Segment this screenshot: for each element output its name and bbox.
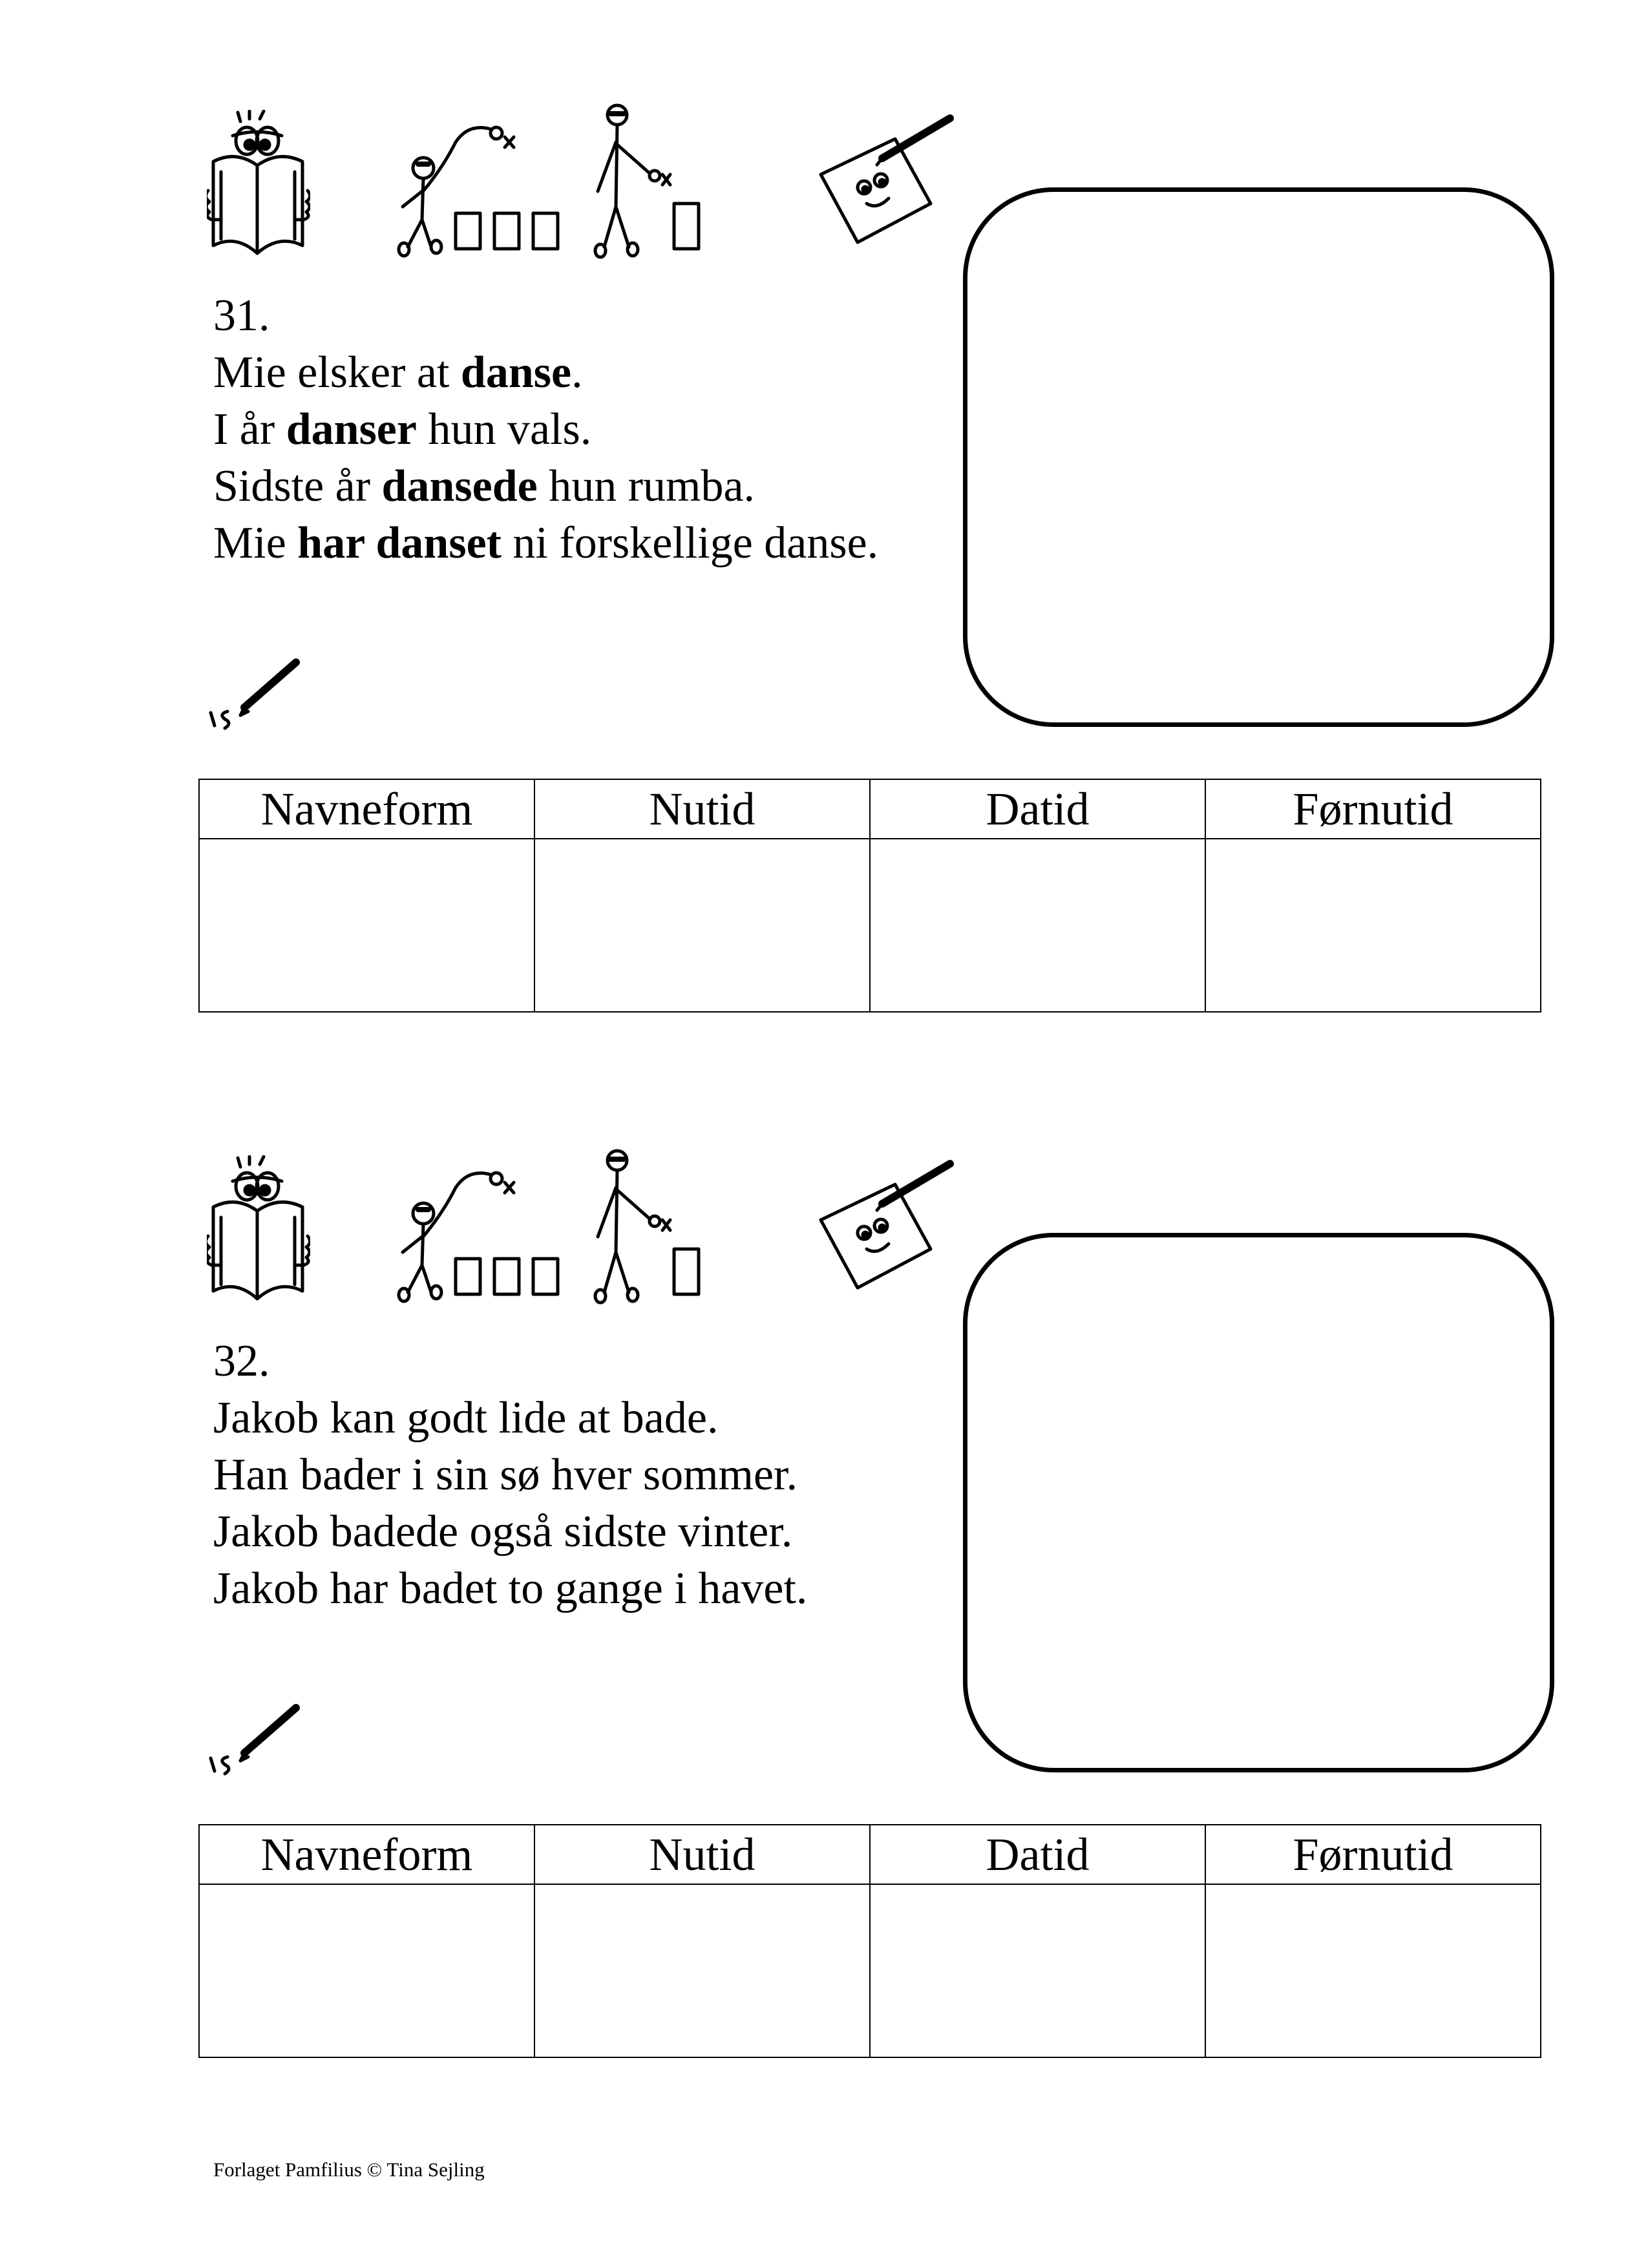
sentence-line [213, 458, 878, 515]
text-run: hun rumba. [537, 461, 755, 511]
verb-table [198, 779, 1541, 1013]
sentence-line: Jakob badede også sidste vinter. [213, 1507, 793, 1557]
datid-input[interactable] [871, 1885, 1205, 2057]
sentence-line: Han bader i sin sø hver sommer. [213, 1450, 798, 1500]
exercise-number: 31. [213, 291, 270, 341]
stick-figures-icon [385, 103, 714, 262]
fornutid-input[interactable] [1206, 1885, 1540, 2057]
bold-verb: danser [286, 404, 417, 454]
header-nutid: Nutid [534, 779, 870, 839]
answer-cell [1205, 1884, 1541, 2057]
stick-figures-icon [385, 1149, 714, 1307]
header-datid: Datid [870, 779, 1205, 839]
answer-cell [1205, 839, 1541, 1012]
exercise-text [213, 288, 878, 572]
exercise-31 [0, 0, 1648, 840]
text-run: I år [213, 404, 286, 454]
drawing-paper-icon [818, 113, 960, 252]
header-navneform: Navneform [199, 779, 534, 839]
table-header-row [199, 1825, 1541, 1884]
answer-cell [534, 1884, 870, 2057]
sentence-line: Jakob kan godt lide at bade. [213, 1393, 719, 1443]
sentence-line [213, 515, 878, 572]
bold-verb: dansede [381, 461, 538, 511]
exercise-text [213, 1333, 807, 1617]
header-fornutid: Førnutid [1205, 779, 1541, 839]
navneform-input[interactable] [200, 1885, 534, 2057]
answer-cell [199, 1884, 534, 2057]
table-header-row [199, 779, 1541, 839]
header-nutid: Nutid [534, 1825, 870, 1884]
text-run: . [571, 348, 583, 397]
nutid-input[interactable] [535, 1885, 869, 2057]
footer-copyright: Forlaget Pamfilius © Tina Sejling [213, 2158, 485, 2181]
header-navneform: Navneform [199, 1825, 534, 1884]
answer-cell [870, 1884, 1205, 2057]
sentence-line: Jakob har badet to gange i havet. [213, 1564, 808, 1613]
navneform-input[interactable] [200, 839, 534, 1011]
sentence-line [213, 344, 878, 401]
text-run: Sidste år [213, 461, 382, 511]
nutid-input[interactable] [535, 839, 869, 1011]
pencil-icon [206, 656, 302, 737]
bold-verb: danse [460, 348, 572, 397]
reading-book-icon [207, 110, 310, 265]
exercise-number: 32. [213, 1336, 270, 1386]
text-run: Mie elsker at [213, 348, 461, 397]
reading-book-icon [207, 1155, 310, 1310]
verb-table [198, 1824, 1541, 2058]
text-run: Mie [213, 518, 298, 568]
answer-cell [534, 839, 870, 1012]
sentence-line [213, 401, 878, 458]
answer-cell [199, 839, 534, 1012]
header-datid: Datid [870, 1825, 1205, 1884]
exercise-32 [0, 1045, 1648, 1885]
drawing-paper-icon [818, 1159, 960, 1297]
datid-input[interactable] [871, 839, 1205, 1011]
drawing-box[interactable] [963, 187, 1554, 727]
pencil-icon [206, 1701, 302, 1782]
text-run: hun vals. [416, 404, 592, 454]
fornutid-input[interactable] [1206, 839, 1540, 1011]
text-run: ni forskellige danse. [501, 518, 879, 568]
answer-cell [870, 839, 1205, 1012]
bold-verb: har danset [297, 518, 502, 568]
table-answer-row [199, 839, 1541, 1012]
header-fornutid: Førnutid [1205, 1825, 1541, 1884]
drawing-box[interactable] [963, 1233, 1554, 1772]
table-answer-row [199, 1884, 1541, 2057]
